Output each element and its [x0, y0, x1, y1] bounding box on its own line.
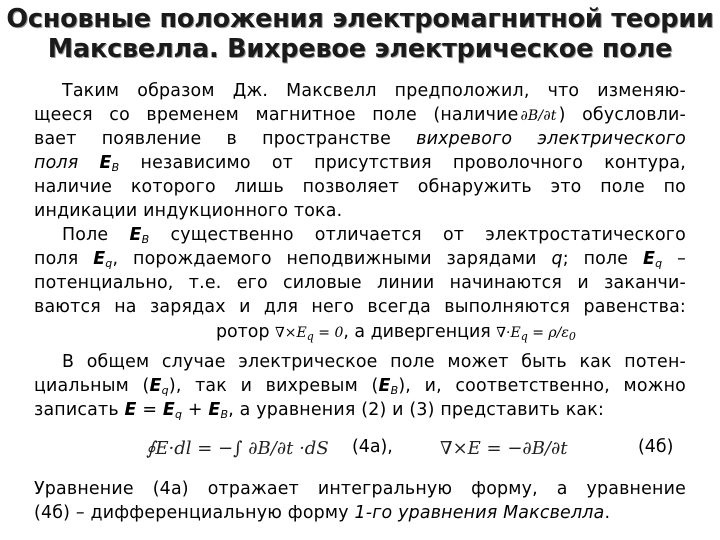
equation-4b: ∇×E = −∂B/∂t — [440, 438, 568, 459]
text-line: ваются на зарядах и для него всегда выполняются равенства: — [34, 297, 686, 317]
text-line: В общем случае электрическое поле может быть как потен- — [62, 352, 686, 372]
text-line: записать $E = E_q + E_B$, а уравнения (2) и (3) представить как: — [34, 400, 605, 421]
text-line: Уравнение (4а) отражает интегральную форму, а уравнение — [34, 479, 686, 499]
equation-4b-label: (4б) — [638, 437, 674, 457]
text-line: наличие которого лишь позволяет обнаружить это поле по — [34, 177, 686, 197]
text-line: Поле $E_B$ существенно отличается от электростатического — [62, 225, 686, 246]
title-line-1: Основные положения электромагнитной теории — [6, 4, 714, 34]
text-line: потенциально, т.е. его силовые линии начинаются и заканчи- — [34, 273, 686, 293]
dBdt-formula: ∂B/∂t — [520, 108, 557, 124]
text-line: вает появление в пространстве вихревого электрического — [34, 129, 687, 149]
text-line: поля $E_B$ независимо от присутствия проволочного контура, — [34, 153, 686, 174]
rot-eq-formula: $\nabla\times E_q = 0$ — [275, 325, 344, 343]
title-line-2: Максвелла. Вихревое электрическое поле — [47, 34, 673, 64]
equation-4a: ∮E·dl = −∫ ∂B/∂t ·dS — [146, 438, 329, 459]
div-eq-formula: $\nabla\cdot E_q = \rho/\varepsilon_0$ — [496, 325, 576, 343]
text-line: поля $E_q$, порождаемого неподвижными зарядами q; поле $E_q$ – — [34, 249, 687, 270]
equalities-line: ротор $\nabla\times E_q = 0$, а дивергенция $\nabla\cdot E_q = \rho/\varepsilon_0$ — [216, 322, 576, 343]
text-line: Таким образом Дж. Максвелл предположил, что изменяю- — [62, 81, 686, 101]
text-line: щееся со временем магнитное поле (наличие ∂B/∂t ) обусловли- — [34, 105, 686, 125]
text-line: циальным $(E_q)$, так и вихревым $(E_B)$, и, соответственно, можно — [34, 376, 686, 397]
text-line: индикации индукционного тока. — [34, 201, 343, 221]
vortex-field-term: вихревого электрического — [416, 129, 687, 149]
equation-4a-label: (4а), — [352, 437, 393, 457]
page-title — [0, 4, 720, 64]
text-line: (4б) – дифференциальную форму 1-го уравнения Максвелла. — [34, 503, 611, 523]
maxwell-equation-term: 1-го уравнения Максвелла — [354, 503, 605, 523]
